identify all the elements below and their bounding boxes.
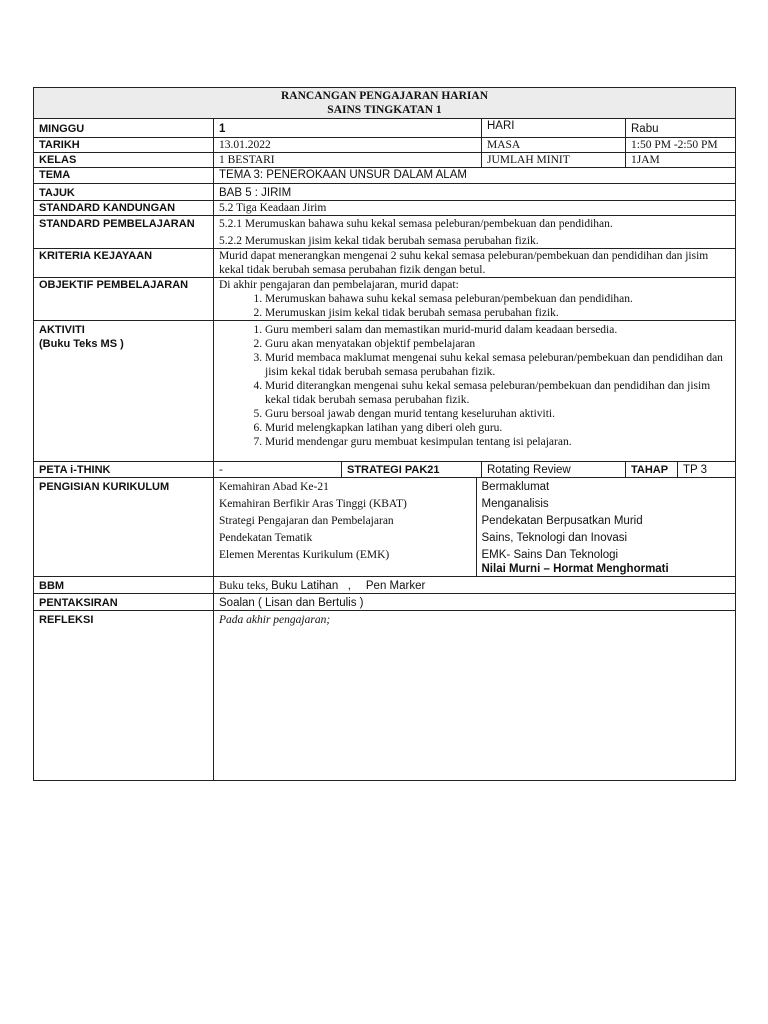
value-peta-ithink: - — [214, 462, 342, 478]
row-refleksi — [34, 611, 736, 781]
pengisian-key: Kemahiran Abad Ke-21 — [219, 481, 329, 493]
pengisian-value: Menganalisis — [476, 495, 735, 512]
aktiviti-item: 6. Murid melengkapkan latihan yang diberi oleh guru. — [265, 421, 730, 435]
row-tajuk — [34, 184, 736, 201]
pengisian-row — [214, 495, 735, 512]
bbm-buku-latihan: Buku Latihan , — [271, 580, 351, 592]
label-bbm: BBM — [34, 577, 214, 594]
aktiviti-item: 7. Murid mendengar guru membuat kesimpulan tentang isi pelajaran. — [265, 435, 730, 449]
value-kriteria-kejayaan: Murid dapat menerangkan mengenai 2 suhu kekal semasa peleburan/pembekuan dan pendidihan dan jisim kekal tidak berubah semasa perubahan fizik dengan betul. — [214, 249, 736, 278]
lesson-plan-table — [33, 87, 736, 781]
row-bbm — [34, 577, 736, 594]
value-tahap: TP 3 — [678, 462, 736, 478]
label-peta-ithink: PETA i-THINK — [34, 462, 214, 478]
row-kriteria-kejayaan — [34, 249, 736, 278]
document-title: RANCANGAN PENGAJARAN HARIAN — [281, 90, 488, 102]
value-strategi-pak21: Rotating Review — [482, 462, 626, 478]
row-pengisian-kurikulum — [34, 478, 736, 577]
lesson-plan-document — [33, 87, 735, 781]
label-strategi-pak21: STRATEGI PAK21 — [342, 462, 482, 478]
objektif-intro: Di akhir pengajaran dan pembelajaran, murid dapat: — [219, 279, 459, 291]
aktiviti-list — [219, 323, 730, 449]
pengisian-value: Pendekatan Berpusatkan Murid — [476, 512, 735, 529]
value-tajuk: BAB 5 : JIRIM — [214, 184, 736, 201]
value-minggu: 1 — [214, 119, 482, 138]
value-masa: 1:50 PM -2:50 PM — [626, 138, 736, 153]
label-pentaksiran: PENTAKSIRAN — [34, 594, 214, 611]
label-kelas: KELAS — [34, 153, 214, 168]
pengisian-value: EMK- Sains Dan Teknologi — [481, 549, 619, 561]
value-kelas: 1 BESTARI — [214, 153, 482, 168]
bbm-buku-teks: Buku teks, — [219, 580, 269, 592]
label-aktiviti: AKTIVITI — [39, 324, 85, 336]
label-tema: TEMA — [34, 168, 214, 184]
aktiviti-item: 3. Murid membaca maklumat mengenai suhu kekal semasa peleburan/pembekuan dan pendidihan dan jisim kekal tidak berubah semasa perubahan fizik. — [265, 351, 730, 379]
label-aktiviti-cell — [34, 321, 214, 462]
label-standard-pembelajaran: STANDARD PEMBELAJARAN — [34, 216, 214, 249]
label-masa: MASA — [482, 138, 626, 153]
pengisian-row — [214, 529, 735, 546]
label-aktiviti-sub: (Buku Teks MS ) — [39, 338, 124, 350]
row-aktiviti — [34, 321, 736, 462]
label-jumlah-minit: JUMLAH MINIT — [482, 153, 626, 168]
label-tarikh: TARIKH — [34, 138, 214, 153]
pengisian-value-emk — [476, 546, 735, 576]
label-refleksi: REFLEKSI — [34, 611, 214, 781]
aktiviti-item: 2. Guru akan menyatakan objektif pembelajaran — [265, 337, 730, 351]
objektif-list — [219, 292, 730, 320]
pengisian-value: Bermaklumat — [476, 478, 735, 495]
row-peta-ithink — [34, 462, 736, 478]
row-standard-pembelajaran — [34, 216, 736, 249]
value-pentaksiran: Soalan ( Lisan dan Bertulis ) — [214, 594, 736, 611]
row-minggu — [34, 119, 736, 138]
value-refleksi: Pada akhir pengajaran; — [214, 611, 736, 781]
aktiviti-item: 5. Guru bersoal jawab dengan murid tentang keseluruhan aktiviti. — [265, 407, 730, 421]
label-kriteria-kejayaan: KRITERIA KEJAYAAN — [34, 249, 214, 278]
pengisian-value: Sains, Teknologi dan Inovasi — [476, 529, 735, 546]
document-subtitle: SAINS TINGKATAN 1 — [327, 104, 442, 116]
row-standard-kandungan — [34, 201, 736, 216]
pengisian-key: Strategi Pengajaran dan Pembelajaran — [219, 515, 394, 527]
row-tarikh — [34, 138, 736, 153]
label-tajuk: TAJUK — [34, 184, 214, 201]
value-standard-pembelajaran — [214, 216, 736, 249]
value-objektif — [214, 278, 736, 321]
pengisian-row — [214, 478, 735, 495]
pengisian-row — [214, 512, 735, 529]
pengisian-inner-table — [214, 478, 735, 576]
label-minggu: MINGGU — [34, 119, 214, 138]
label-objektif: OBJEKTIF PEMBELAJARAN — [34, 278, 214, 321]
value-jumlah-minit: 1JAM — [626, 153, 736, 168]
aktiviti-item: 1. Guru memberi salam dan memastikan murid-murid dalam keadaan bersedia. — [265, 323, 730, 337]
value-tarikh: 13.01.2022 — [214, 138, 482, 153]
pengisian-key: Pendekatan Tematik — [219, 532, 313, 544]
pengisian-row — [214, 546, 735, 576]
value-pengisian-kurikulum — [214, 478, 736, 577]
row-pentaksiran — [34, 594, 736, 611]
row-tema — [34, 168, 736, 184]
label-tahap: TAHAP — [626, 462, 678, 478]
label-hari: HARI — [482, 119, 626, 138]
standard-pembelajaran-item: 5.2.1 Merumuskan bahawa suhu kekal semasa peleburan/pembekuan dan pendidihan. — [219, 218, 613, 230]
aktiviti-item: 4. Murid diterangkan mengenai suhu kekal semasa peleburan/pembekuan dan pendidihan dan jisim kekal tidak berubah semasa perubahan fizik. — [265, 379, 730, 407]
value-bbm — [214, 577, 736, 594]
value-tema: TEMA 3: PENEROKAAN UNSUR DALAM ALAM — [214, 168, 736, 184]
bbm-pen-marker: Pen Marker — [365, 580, 426, 592]
row-kelas — [34, 153, 736, 168]
label-pengisian-kurikulum: PENGISIAN KURIKULUM — [34, 478, 214, 577]
row-objektif — [34, 278, 736, 321]
standard-pembelajaran-item: 5.2.2 Merumuskan jisim kekal tidak berubah semasa perubahan fizik. — [219, 235, 539, 247]
objektif-item: 1. Merumuskan bahawa suhu kekal semasa peleburan/pembekuan dan pendidihan. — [265, 292, 730, 306]
value-hari: Rabu — [626, 119, 736, 138]
pengisian-key: Kemahiran Berfikir Aras Tinggi (KBAT) — [219, 498, 407, 510]
title-row — [34, 88, 736, 119]
pengisian-key: Elemen Merentas Kurikulum (EMK) — [219, 549, 390, 561]
value-standard-kandungan: 5.2 Tiga Keadaan Jirim — [214, 201, 736, 216]
label-standard-kandungan: STANDARD KANDUNGAN — [34, 201, 214, 216]
objektif-item: 2. Merumuskan jisim kekal tidak berubah semasa perubahan fizik. — [265, 306, 730, 320]
pengisian-value-nilai: Nilai Murni – Hormat Menghormati — [481, 563, 669, 575]
value-aktiviti — [214, 321, 736, 462]
